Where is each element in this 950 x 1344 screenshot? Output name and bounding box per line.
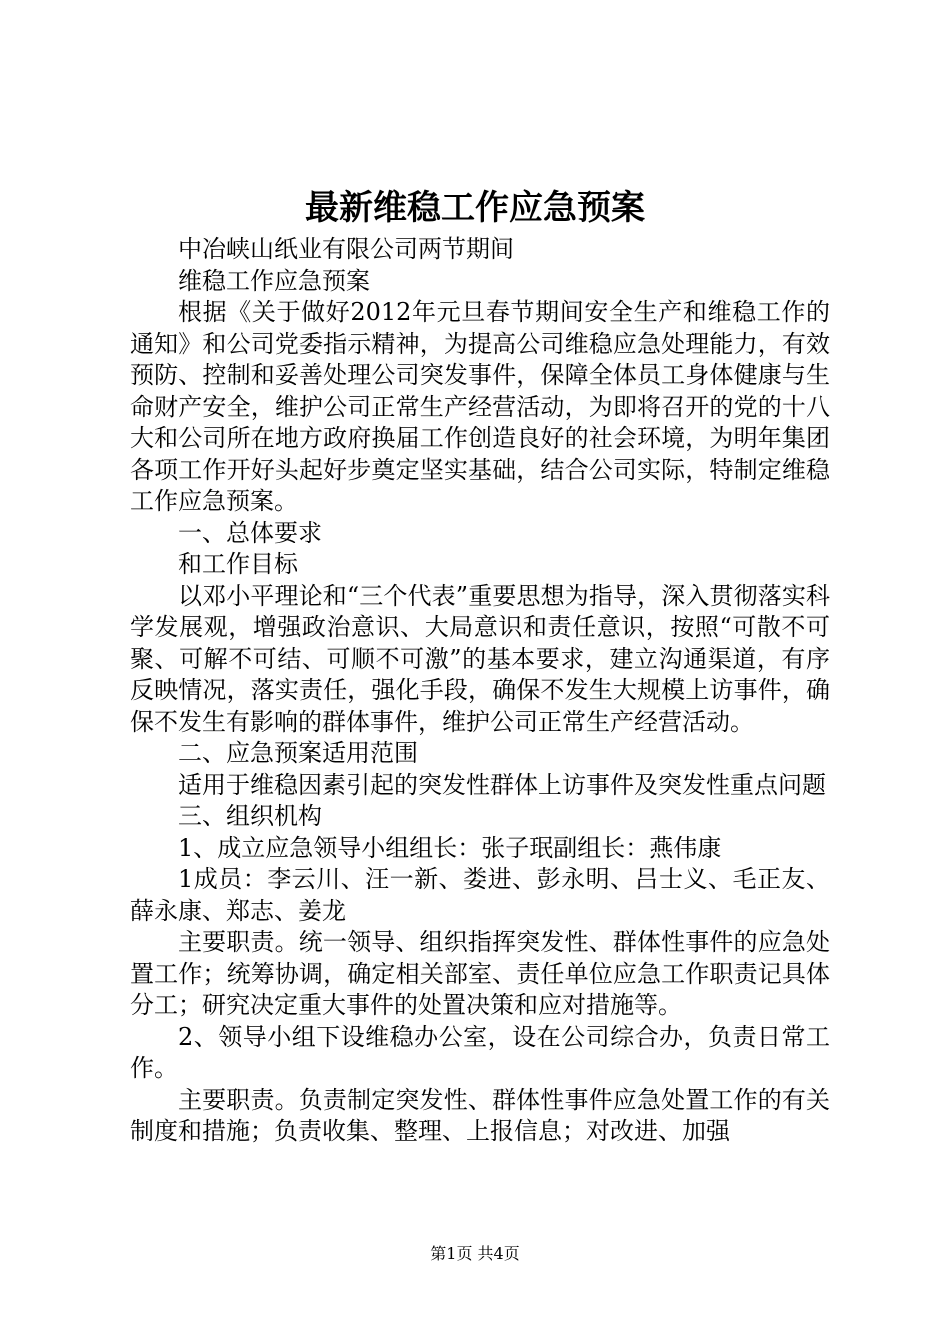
document-body (130, 234, 830, 1148)
paragraph-office: 2、领导小组下设维稳办公室，设在公司综合办，负责日常工作。 (130, 1022, 830, 1082)
paragraph-duties-2: 主要职责。负责制定突发性、群体性事件应急处置工作的有关制度和措施；负责收集、整理、上报信息；对改进、加强 (130, 1085, 830, 1145)
paragraph-intro: 根据《关于做好2012年元旦春节期间安全生产和维稳工作的通知》和公司党委指示精神，为提高公司维稳应急处理能力，有效预防、控制和妥善处理公司突发事件，保障全体员工身体健康与生命财产安全，维护公司正常生产经营活动，为即将召开的党的十八大和公司所在地方政府换届工作创造良好的社会环境，为明年集团各项工作开好头起好步奠定坚实基础，结合公司实际，特制定维稳工作应急预案。 (130, 298, 830, 515)
paragraph-members: 1成员：李云川、汪一新、娄进、彭永明、吕士义、毛正友、薛永康、郑志、姜龙 (130, 865, 830, 925)
paragraph-duties-1: 主要职责。统一领导、组织指挥突发性、群体性事件的应急处置工作；统筹协调，确定相关部室、责任单位应急工作职责记具体分工；研究决定重大事件的处置决策和应对措施等。 (130, 928, 830, 1019)
paragraph-subtitle: 维稳工作应急预案 (178, 266, 370, 295)
paragraph-leadership: 1、成立应急领导小组组长：张子珉副组长：燕伟康 (178, 833, 722, 862)
paragraph-goals: 以邓小平理论和“三个代表”重要思想为指导，深入贯彻落实科学发展观，增强政治意识、大局意识和责任意识，按照“可散不可聚、可解不可结、可顺不可激”的基本要求，建立沟通渠道，有序反映情况，落实责任，强化手段，确保不发生大规模上访事件，确保不发生有影响的群体事件，维护公司正常生产经营活动。 (130, 581, 830, 736)
section-heading-3: 三、组织机构 (178, 802, 322, 830)
document-title: 最新维稳工作应急预案 (305, 188, 645, 228)
paragraph-scope: 适用于维稳因素引起的突发性群体上访事件及突发性重点问题 (178, 770, 826, 799)
section-heading-1: 一、总体要求 (178, 518, 322, 547)
page-footer: 第1页 共4页 (430, 1244, 520, 1263)
section-heading-2: 二、应急预案适用范围 (178, 739, 418, 767)
paragraph-company: 中冶峡山纸业有限公司两节期间 (178, 235, 514, 263)
section-heading-1-cont: 和工作目标 (178, 550, 298, 578)
